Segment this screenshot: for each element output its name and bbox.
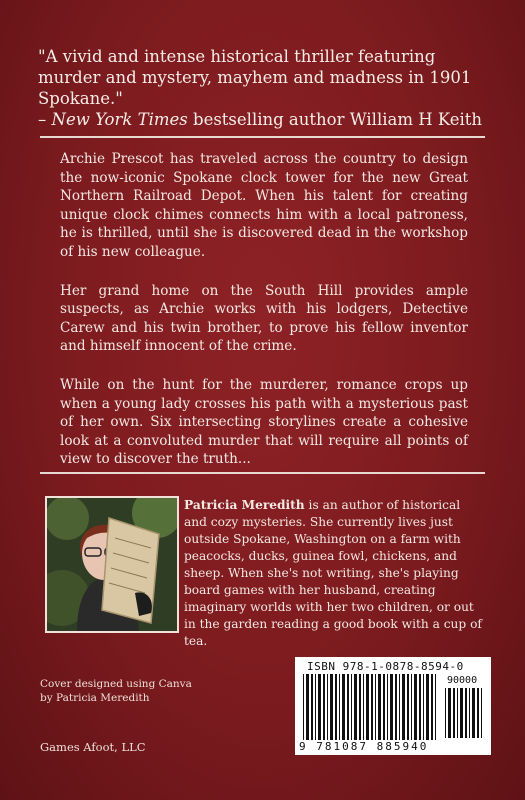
blurb-paragraph: Archie Prescot has traveled across the country to design the now-iconic Spokane clock tower for the new Great Northern Railroad Depot. When his talent for creating unique clock chimes connects him with a local patroness, he is thrilled, until she is discovered dead in the workshop of his new colleague. [60,151,468,260]
author-bio [184,497,484,650]
credit-line-2: by Patricia Meredith [40,692,150,704]
divider-bottom [40,472,485,474]
cover-credit [40,677,240,705]
barcode-bar [481,688,482,738]
barcode-bar [431,674,433,740]
quote-text: "A vivid and intense historical thriller featuring murder and mystery, mayhem and madness in 1901 Spokane." [38,47,472,108]
book-blurb [60,150,468,489]
barcode-bar [311,674,313,740]
barcode-bar [426,674,429,740]
attribution-author: bestselling author William H Keith [187,110,483,129]
price-barcode-bars [445,688,485,738]
barcode-bar [339,674,340,740]
barcode-bar [371,674,373,740]
barcode-bar [395,674,397,740]
barcode-bar [419,674,421,740]
barcode-bar [363,674,364,740]
author-photo [45,496,179,633]
barcode-bar [315,674,316,740]
barcode-bar [354,674,357,740]
barcode-bar [323,674,325,740]
barcode-bar [465,688,467,738]
author-name: Patricia Meredith [184,498,305,512]
blurb-paragraph: Her grand home on the South Hill provides ample suspects, as Archie works with his lodgers, Detective Carew and his twin brother, to prove his fellow inventor and himself innocent of the crime. [60,282,468,355]
barcode-bar [460,688,463,738]
barcode-bar [469,688,470,738]
barcode-bar [477,688,479,738]
barcode-bar [383,674,385,740]
quote-attribution [38,109,498,130]
barcode-bar [366,674,369,740]
credit-line-1: Cover designed using Canva [40,678,192,690]
barcode-bar [330,674,333,740]
barcode-bar [378,674,381,740]
isbn-barcode [295,657,491,755]
barcode-bar [411,674,412,740]
barcode-bar [359,674,361,740]
barcode-bar [318,674,321,740]
barcode-bar [306,674,309,740]
barcode-bar [390,674,393,740]
barcode-bar [448,688,451,738]
divider-top [40,136,485,138]
barcode-bar [335,674,337,740]
attribution-dash: – [38,110,52,129]
barcode-bar [303,674,304,740]
barcode-bar [435,674,436,740]
barcode-bar [351,674,352,740]
barcode-bar [453,688,455,738]
barcode-bar [342,674,345,740]
barcode-bar [387,674,388,740]
barcode-bar [445,688,446,738]
barcode-bar [457,688,458,738]
barcode-bar [407,674,409,740]
barcode-bar [375,674,376,740]
isbn-text: ISBN 978-1-0878-8594-0 [307,660,464,673]
barcode-bar [402,674,405,740]
attribution-publication: New York Times [51,110,188,129]
price-code: 90000 [447,675,478,686]
barcode-bar [327,674,328,740]
barcode-bar [399,674,400,740]
review-quote [38,46,498,130]
blurb-paragraph: While on the hunt for the murderer, romance crops up when a young lady crosses his path with a mysterious past of her own. Six intersecting storylines create a cohesive look at a convoluted murder that will require all points of view to discover the truth... [60,376,468,468]
ean-barcode-bars [303,674,439,740]
barcode-bar [347,674,349,740]
barcode-bar [472,688,475,738]
barcode-bar [414,674,417,740]
barcode-digits: 9 781087 885940 [299,740,429,753]
author-bio-text: is an author of historical and cozy mysteries. She currently lives just outside Spokane, Washington on a farm with peacocks, ducks, guinea fowl, chickens, and sheep. When she's not writing, she's playing board games with her husband, creating imaginary worlds with her two children, or out in the garden reading a good book with a cup of tea. [184,498,482,648]
publisher-name: Games Afoot, LLC [40,740,146,754]
barcode-bar [423,674,424,740]
